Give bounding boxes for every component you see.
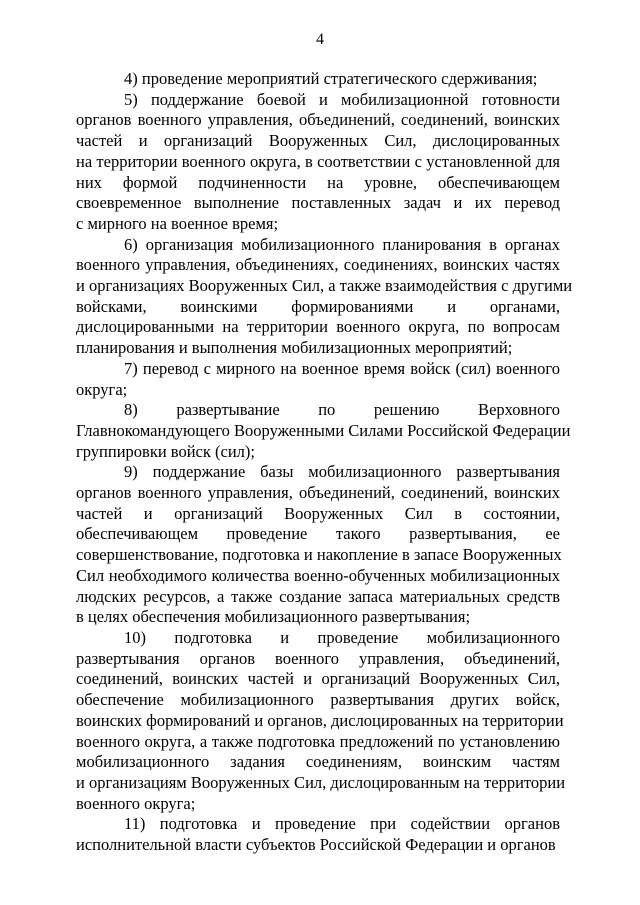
text-line: 11) подготовка и проведение при содействии органов (124, 814, 560, 834)
text-line: военного управления, объединениях, соединениях, воинских частях (76, 255, 560, 275)
text-line: военного округа, а также подготовка предложений по установлению (76, 731, 560, 751)
text-line: войсками, воинскими формированиями и органами, (76, 296, 560, 316)
document-body (76, 69, 573, 856)
text-line: и организациях Вооруженных Сил, а также взаимодействия с другими (76, 276, 573, 296)
text-line: совершенствование, подготовка и накопление в запасе Вооруженных (76, 545, 562, 565)
text-line: мобилизационного задания соединениям, воинским частям (76, 752, 560, 772)
paragraph (76, 359, 560, 400)
paragraph (76, 69, 560, 90)
text-line: планирования и выполнения мобилизационных мероприятий; (76, 338, 513, 358)
text-line: дислоцированными на территории военного округа, по вопросам (76, 317, 560, 337)
text-line: на территории военного округа, в соответствии с установленной для (76, 151, 560, 171)
paragraph (76, 234, 573, 359)
text-line: и организациям Вооруженных Сил, дислоцированным на территории (76, 772, 566, 792)
text-line: воинских формирований и органов, дислоцированных на территории (76, 710, 564, 730)
paragraph (76, 814, 560, 855)
text-line: исполнительной власти субъектов Российской Федерации и органов (76, 835, 556, 855)
text-line: с мирного на военное время; (76, 213, 279, 233)
paragraph (76, 400, 571, 462)
text-line: частей и организаций Вооруженных Сил в состоянии, (76, 503, 560, 523)
text-line: 6) организация мобилизационного планирования в органах (124, 234, 560, 254)
text-line: 4) проведение мероприятий стратегического сдерживания; (124, 69, 538, 88)
text-line: людских ресурсов, а также создание запаса материальных средств (76, 586, 560, 606)
text-line: частей и организаций Вооруженных Сил, дислоцированных (76, 131, 560, 151)
text-line: группировки войск (сил); (76, 441, 255, 461)
text-line: своевременное выполнение поставленных задач и их перевод (76, 193, 560, 213)
text-line: Главнокомандующего Вооруженными Силами Российской Федерации (76, 420, 571, 440)
text-line: развертывания органов военного управления, объединений, (76, 648, 560, 668)
text-line: военного округа; (76, 793, 196, 813)
paragraph (76, 627, 566, 814)
text-line: 9) поддержание базы мобилизационного развертывания (124, 462, 560, 482)
text-line: в целях обеспечения мобилизационного развертывания; (76, 607, 471, 627)
text-line: органов военного управления, объединений, соединений, воинских (76, 110, 560, 130)
text-line: округа; (76, 379, 128, 399)
text-line: обеспечение мобилизационного развертывания других войск, (76, 690, 560, 710)
text-line: соединений, воинских частей и организаций Вооруженных Сил, (76, 669, 560, 689)
text-line: органов военного управления, объединений, соединений, воинских (76, 483, 560, 503)
paragraph (76, 90, 560, 235)
text-line: 10) подготовка и проведение мобилизационного (124, 627, 560, 647)
text-line: 5) поддержание боевой и мобилизационной готовности (124, 89, 560, 109)
text-line: обеспечивающем проведение такого развертывания, ее (76, 524, 560, 544)
page-number: 4 (316, 31, 324, 48)
paragraph (76, 462, 560, 628)
text-line: 7) перевод с мирного на военное время войск (сил) военного (124, 358, 560, 378)
text-line: Сил необходимого количества военно-обученных мобилизационных (76, 565, 560, 585)
text-line: них формой подчиненности на уровне, обеспечивающем (76, 172, 560, 192)
text-line: 8) развертывание по решению Верховного (124, 400, 560, 420)
